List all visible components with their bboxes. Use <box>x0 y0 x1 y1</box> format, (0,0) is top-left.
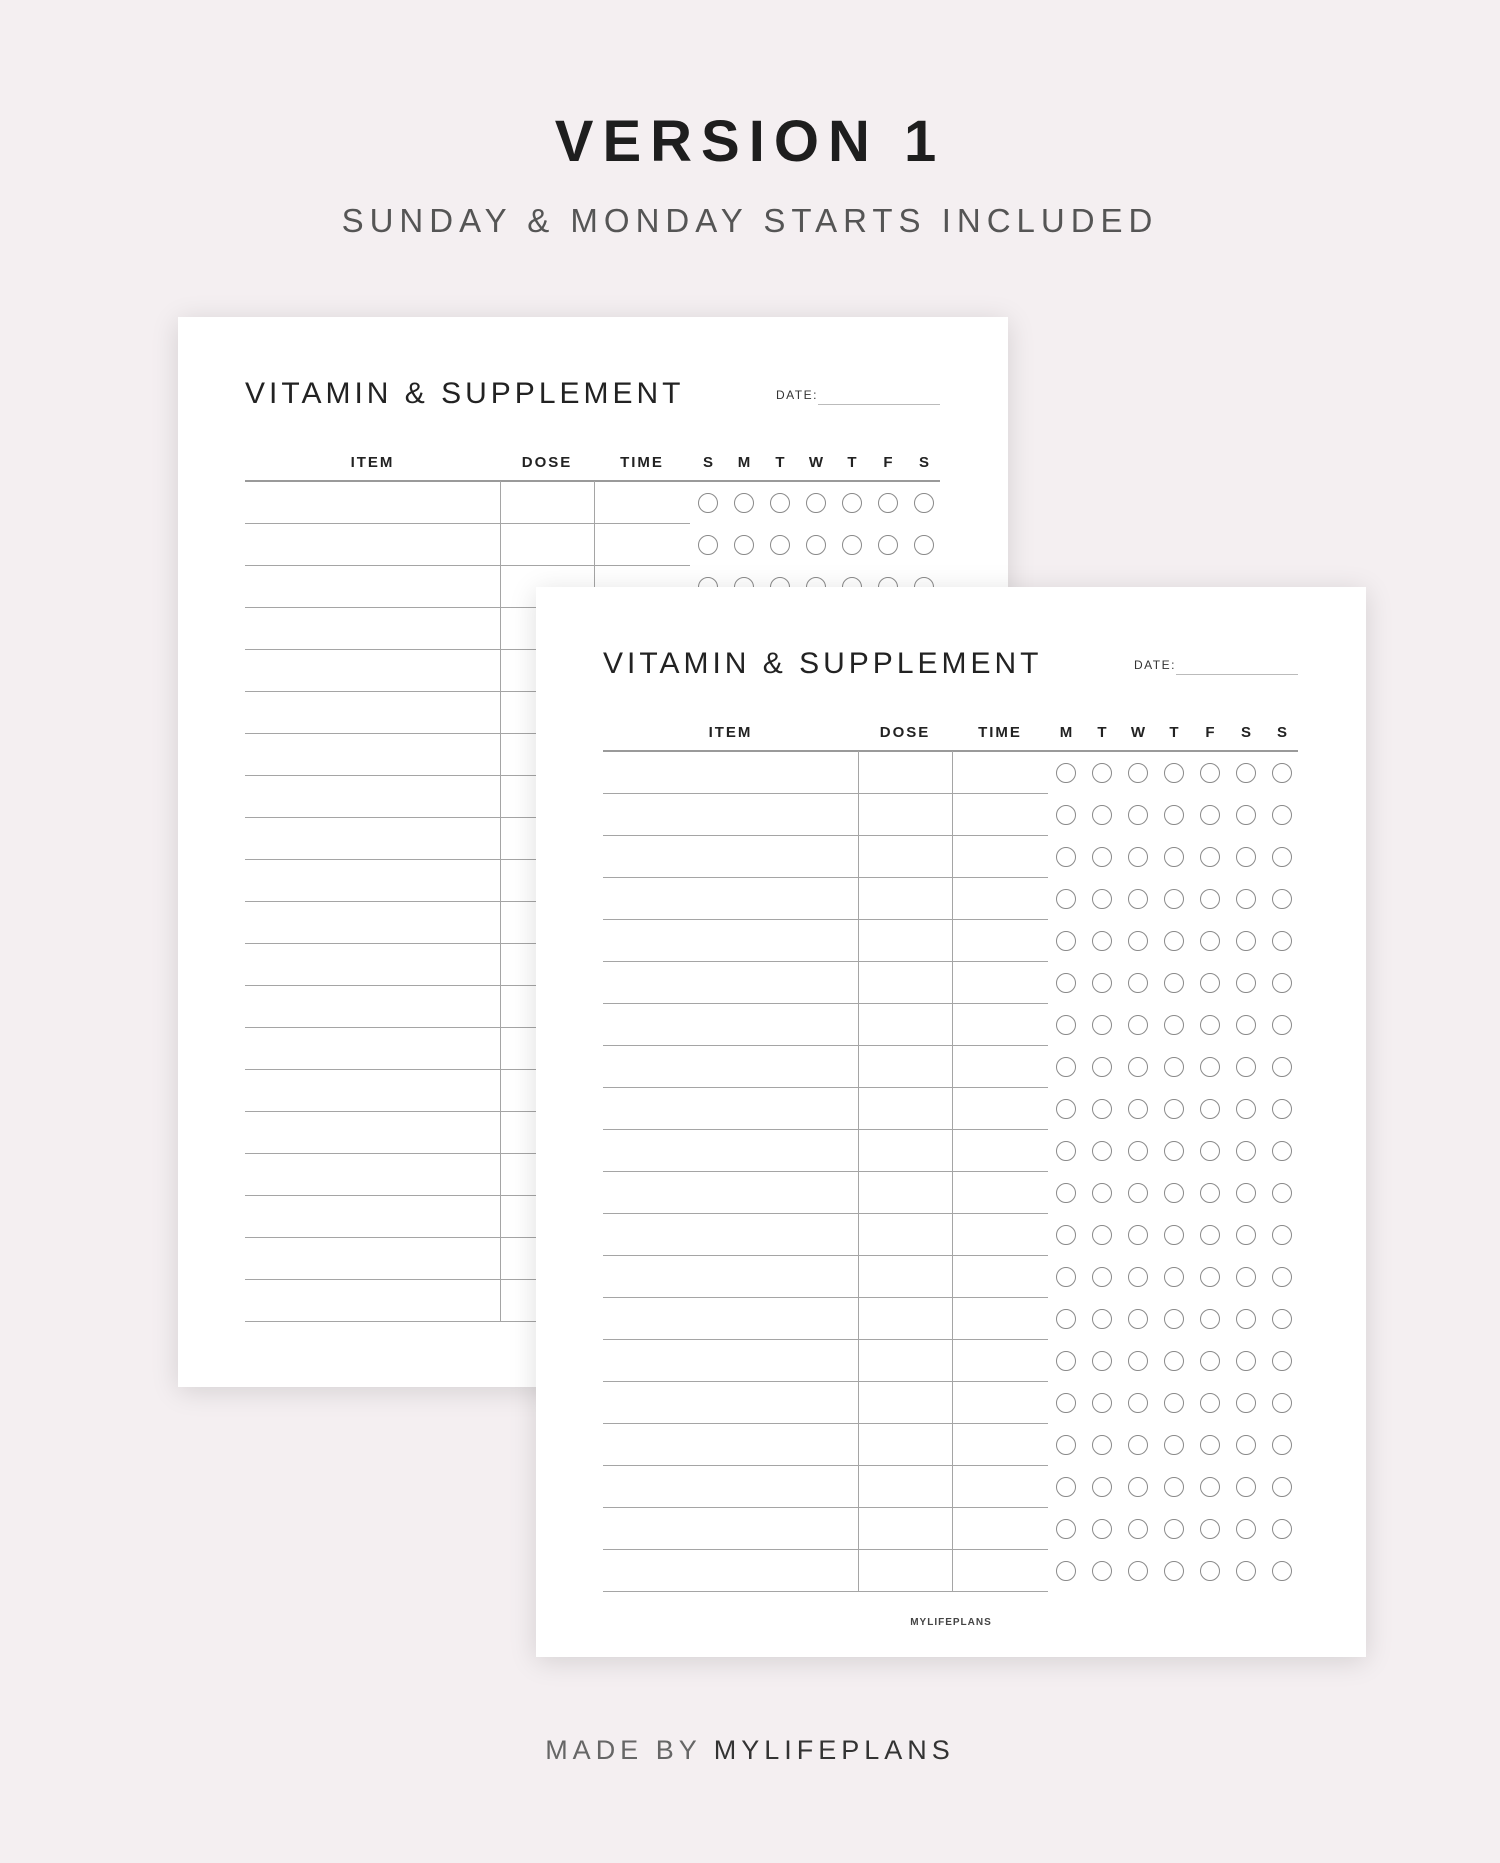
check-circle[interactable] <box>1092 1309 1112 1329</box>
check-circle[interactable] <box>1200 1183 1220 1203</box>
header-rule <box>603 750 1298 752</box>
check-circle[interactable] <box>1128 805 1148 825</box>
date-label: DATE: <box>1134 658 1176 672</box>
row-line <box>603 1129 1048 1130</box>
check-circle[interactable] <box>1128 1267 1148 1287</box>
check-circle[interactable] <box>1164 1561 1184 1581</box>
check-circle[interactable] <box>698 535 718 555</box>
check-circle[interactable] <box>1164 1519 1184 1539</box>
check-circle[interactable] <box>1164 1225 1184 1245</box>
check-circle[interactable] <box>1272 1183 1292 1203</box>
check-circle[interactable] <box>1236 931 1256 951</box>
check-circle[interactable] <box>1236 1225 1256 1245</box>
check-circle[interactable] <box>1200 931 1220 951</box>
check-circle[interactable] <box>1164 1099 1184 1119</box>
check-circle[interactable] <box>1236 889 1256 909</box>
check-circle[interactable] <box>1092 805 1112 825</box>
column-header-dose: DOSE <box>521 454 573 471</box>
check-circle[interactable] <box>1236 1393 1256 1413</box>
column-header-dose: DOSE <box>879 724 931 741</box>
row-line <box>603 1045 1048 1046</box>
check-circle[interactable] <box>734 535 754 555</box>
check-circle[interactable] <box>1272 1351 1292 1371</box>
check-circle[interactable] <box>1200 1015 1220 1035</box>
check-circle[interactable] <box>806 535 826 555</box>
column-divider <box>500 481 501 1321</box>
column-header-time: TIME <box>978 724 1022 741</box>
check-circle[interactable] <box>878 535 898 555</box>
check-circle[interactable] <box>1200 1561 1220 1581</box>
check-circle[interactable] <box>1272 973 1292 993</box>
check-circle[interactable] <box>1092 889 1112 909</box>
check-circle[interactable] <box>1092 1561 1112 1581</box>
check-circle[interactable] <box>1128 1477 1148 1497</box>
day-header: T <box>1169 724 1179 741</box>
check-circle[interactable] <box>1164 931 1184 951</box>
check-circle[interactable] <box>1056 1393 1076 1413</box>
column-divider <box>952 751 953 1591</box>
row-line <box>603 1003 1048 1004</box>
row-line <box>603 877 1048 878</box>
check-circle[interactable] <box>1200 805 1220 825</box>
check-circle[interactable] <box>1164 889 1184 909</box>
row-line <box>603 1465 1048 1466</box>
check-circle[interactable] <box>1128 1141 1148 1161</box>
check-circle[interactable] <box>1200 847 1220 867</box>
check-circle[interactable] <box>1128 1519 1148 1539</box>
check-circle[interactable] <box>1236 1267 1256 1287</box>
day-header: T <box>1097 724 1107 741</box>
check-circle[interactable] <box>1092 847 1112 867</box>
check-circle[interactable] <box>1128 1351 1148 1371</box>
row-line <box>245 565 690 566</box>
check-circle[interactable] <box>1272 931 1292 951</box>
check-circle[interactable] <box>1164 1309 1184 1329</box>
check-circle[interactable] <box>1272 847 1292 867</box>
row-line <box>603 1507 1048 1508</box>
check-circle[interactable] <box>1128 1015 1148 1035</box>
check-circle[interactable] <box>1236 1477 1256 1497</box>
check-circle[interactable] <box>806 493 826 513</box>
check-circle[interactable] <box>1092 1183 1112 1203</box>
row-line <box>603 835 1048 836</box>
check-circle[interactable] <box>1200 1057 1220 1077</box>
check-circle[interactable] <box>1164 1435 1184 1455</box>
check-circle[interactable] <box>770 535 790 555</box>
date-field-line <box>818 404 940 405</box>
check-circle[interactable] <box>1128 1435 1148 1455</box>
page-subtitle: SUNDAY & MONDAY STARTS INCLUDED <box>341 202 1159 239</box>
column-divider <box>858 751 859 1591</box>
check-circle[interactable] <box>1056 1015 1076 1035</box>
check-circle[interactable] <box>1200 1099 1220 1119</box>
row-line <box>603 1381 1048 1382</box>
check-circle[interactable] <box>1092 1225 1112 1245</box>
check-circle[interactable] <box>1236 763 1256 783</box>
column-header-time: TIME <box>620 454 664 471</box>
check-circle[interactable] <box>1236 1561 1256 1581</box>
check-circle[interactable] <box>1272 1561 1292 1581</box>
check-circle[interactable] <box>1164 763 1184 783</box>
check-circle[interactable] <box>1128 889 1148 909</box>
check-circle[interactable] <box>1056 889 1076 909</box>
check-circle[interactable] <box>1092 1477 1112 1497</box>
row-line <box>603 793 1048 794</box>
check-circle[interactable] <box>1092 763 1112 783</box>
check-circle[interactable] <box>1128 1057 1148 1077</box>
day-header: W <box>1130 724 1146 741</box>
check-circle[interactable] <box>1056 1267 1076 1287</box>
check-circle[interactable] <box>1128 1393 1148 1413</box>
check-circle[interactable] <box>1164 1477 1184 1497</box>
row-line <box>603 1423 1048 1424</box>
footer-prefix: MADE BY <box>545 1735 702 1765</box>
check-circle[interactable] <box>1236 1099 1256 1119</box>
check-circle[interactable] <box>914 493 934 513</box>
check-circle[interactable] <box>1092 1015 1112 1035</box>
day-header: T <box>775 454 785 471</box>
check-circle[interactable] <box>1056 973 1076 993</box>
check-circle[interactable] <box>1056 1309 1076 1329</box>
sheet-title: VITAMIN & SUPPLEMENT <box>245 377 685 410</box>
check-circle[interactable] <box>1200 1309 1220 1329</box>
check-circle[interactable] <box>1056 1477 1076 1497</box>
day-header: S <box>918 454 929 471</box>
check-circle[interactable] <box>1272 1015 1292 1035</box>
check-circle[interactable] <box>1236 973 1256 993</box>
check-circle[interactable] <box>1236 1435 1256 1455</box>
check-circle[interactable] <box>1272 1393 1292 1413</box>
check-circle[interactable] <box>1056 1099 1076 1119</box>
check-circle[interactable] <box>1128 1099 1148 1119</box>
check-circle[interactable] <box>1200 889 1220 909</box>
sheet-brand: MYLIFEPLANS <box>910 1617 992 1628</box>
day-header: S <box>1276 724 1287 741</box>
day-header: S <box>702 454 713 471</box>
check-circle[interactable] <box>1236 1015 1256 1035</box>
page-title: VERSION 1 <box>554 109 946 174</box>
check-circle[interactable] <box>1200 1267 1220 1287</box>
check-circle[interactable] <box>1056 847 1076 867</box>
check-circle[interactable] <box>1128 973 1148 993</box>
check-circle[interactable] <box>1164 1057 1184 1077</box>
check-circle[interactable] <box>770 493 790 513</box>
check-circle[interactable] <box>1092 1141 1112 1161</box>
check-circle[interactable] <box>1056 1225 1076 1245</box>
day-header: F <box>1205 724 1215 741</box>
check-circle[interactable] <box>1164 805 1184 825</box>
row-line <box>245 523 690 524</box>
day-header: M <box>737 454 751 471</box>
check-circle[interactable] <box>1128 1561 1148 1581</box>
check-circle[interactable] <box>1164 1267 1184 1287</box>
row-line <box>603 1171 1048 1172</box>
check-circle[interactable] <box>1092 1351 1112 1371</box>
check-circle[interactable] <box>1056 763 1076 783</box>
day-header: W <box>808 454 824 471</box>
check-circle[interactable] <box>1236 1057 1256 1077</box>
check-circle[interactable] <box>1092 1057 1112 1077</box>
check-circle[interactable] <box>1200 1225 1220 1245</box>
check-circle[interactable] <box>1272 1225 1292 1245</box>
check-circle[interactable] <box>1236 1309 1256 1329</box>
check-circle[interactable] <box>1128 1309 1148 1329</box>
check-circle[interactable] <box>1056 1435 1076 1455</box>
check-circle[interactable] <box>914 535 934 555</box>
check-circle[interactable] <box>1272 1435 1292 1455</box>
check-circle[interactable] <box>1272 763 1292 783</box>
check-circle[interactable] <box>1200 1519 1220 1539</box>
check-circle[interactable] <box>1164 1183 1184 1203</box>
check-circle[interactable] <box>1056 1519 1076 1539</box>
check-circle[interactable] <box>1164 1393 1184 1413</box>
check-circle[interactable] <box>1236 1519 1256 1539</box>
check-circle[interactable] <box>1092 1393 1112 1413</box>
footer-credit <box>0 1735 1500 1766</box>
header-rule <box>245 480 940 482</box>
check-circle[interactable] <box>1092 1519 1112 1539</box>
check-circle[interactable] <box>1272 1057 1292 1077</box>
check-circle[interactable] <box>1128 931 1148 951</box>
row-line <box>603 1339 1048 1340</box>
check-circle[interactable] <box>1200 763 1220 783</box>
check-circle[interactable] <box>1164 1351 1184 1371</box>
check-circle[interactable] <box>1092 1267 1112 1287</box>
check-circle[interactable] <box>1272 889 1292 909</box>
check-circle[interactable] <box>1272 805 1292 825</box>
check-circle[interactable] <box>1236 847 1256 867</box>
row-line <box>603 1297 1048 1298</box>
check-circle[interactable] <box>1128 1183 1148 1203</box>
check-circle[interactable] <box>1200 1393 1220 1413</box>
check-circle[interactable] <box>1236 1141 1256 1161</box>
day-header: T <box>847 454 857 471</box>
check-circle[interactable] <box>1272 1309 1292 1329</box>
check-circle[interactable] <box>1128 1225 1148 1245</box>
check-circle[interactable] <box>1164 1015 1184 1035</box>
check-circle[interactable] <box>1200 1477 1220 1497</box>
check-circle[interactable] <box>698 493 718 513</box>
row-line <box>603 1255 1048 1256</box>
check-circle[interactable] <box>1056 1141 1076 1161</box>
check-circle[interactable] <box>1236 1351 1256 1371</box>
row-line <box>603 961 1048 962</box>
check-circle[interactable] <box>1128 847 1148 867</box>
check-circle[interactable] <box>1092 931 1112 951</box>
check-circle[interactable] <box>1092 973 1112 993</box>
check-circle[interactable] <box>1200 973 1220 993</box>
day-header: F <box>883 454 893 471</box>
row-line <box>603 1087 1048 1088</box>
check-circle[interactable] <box>842 493 862 513</box>
row-line <box>603 1549 1048 1550</box>
check-circle[interactable] <box>1056 931 1076 951</box>
check-circle[interactable] <box>1164 1141 1184 1161</box>
day-header: S <box>1240 724 1251 741</box>
check-circle[interactable] <box>1164 973 1184 993</box>
check-circle[interactable] <box>1056 1351 1076 1371</box>
row-line <box>603 919 1048 920</box>
check-circle[interactable] <box>1056 1183 1076 1203</box>
check-circle[interactable] <box>1056 1561 1076 1581</box>
date-field-line <box>1176 674 1298 675</box>
check-circle[interactable] <box>1092 1099 1112 1119</box>
check-circle[interactable] <box>1272 1477 1292 1497</box>
check-circle[interactable] <box>1236 1183 1256 1203</box>
check-circle[interactable] <box>1272 1141 1292 1161</box>
check-circle[interactable] <box>1092 1435 1112 1455</box>
row-line <box>603 1213 1048 1214</box>
column-header-item: ITEM <box>708 724 753 741</box>
check-circle[interactable] <box>1200 1141 1220 1161</box>
check-circle[interactable] <box>1272 1099 1292 1119</box>
check-circle[interactable] <box>1272 1267 1292 1287</box>
check-circle[interactable] <box>878 493 898 513</box>
column-header-item: ITEM <box>350 454 395 471</box>
row-line <box>603 1591 1048 1592</box>
footer-brand: MYLIFEPLANS <box>713 1735 955 1765</box>
check-circle[interactable] <box>1272 1519 1292 1539</box>
date-label: DATE: <box>776 388 818 402</box>
day-header: M <box>1059 724 1073 741</box>
check-circle[interactable] <box>1128 763 1148 783</box>
check-circle[interactable] <box>1200 1351 1220 1371</box>
check-circle[interactable] <box>842 535 862 555</box>
planner-sheet-monday-start <box>536 587 1366 1657</box>
sheet-title: VITAMIN & SUPPLEMENT <box>603 647 1043 680</box>
check-circle[interactable] <box>734 493 754 513</box>
check-circle[interactable] <box>1056 1057 1076 1077</box>
check-circle[interactable] <box>1056 805 1076 825</box>
check-circle[interactable] <box>1164 847 1184 867</box>
check-circle[interactable] <box>1236 805 1256 825</box>
check-circle[interactable] <box>1200 1435 1220 1455</box>
